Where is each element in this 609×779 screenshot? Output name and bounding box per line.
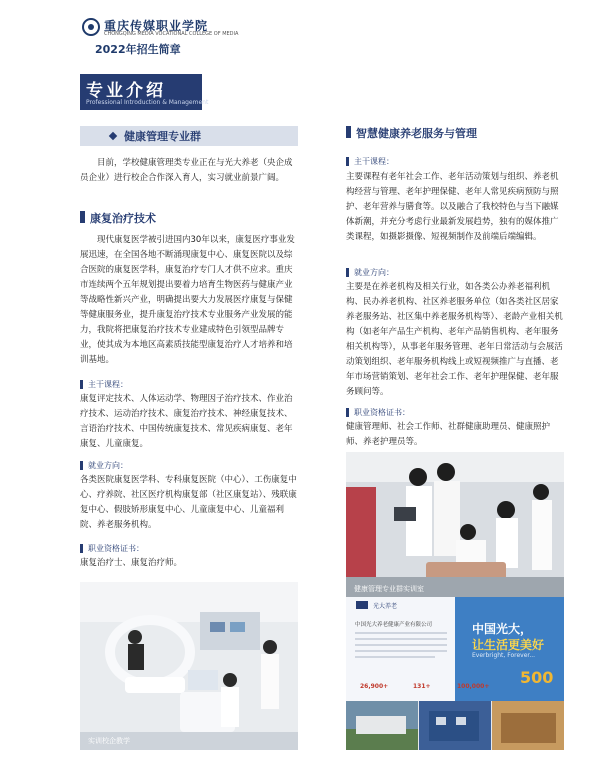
school-name-en: CHONGQING MEDIA VOCATIONAL COLLEGE OF MEDIA — [104, 31, 239, 37]
rehab-cert-label: 职业资格证书： — [88, 544, 144, 553]
partner-headline-1: 中国光大， — [472, 622, 533, 636]
elderly-courses-label: 主干课程： — [354, 157, 394, 166]
partner-slogan: Everbright, Forever... — [472, 652, 536, 659]
rehab-training-photo — [80, 582, 298, 750]
ad-text-line — [355, 632, 447, 634]
partner-stat-1: 26,900+ — [360, 683, 389, 690]
group-title: 健康管理专业群 — [124, 130, 201, 143]
banner-subtitle: Professional Introduction & Management — [86, 99, 209, 106]
rehab-career: 各类医院康复医学科、专科康复医院（中心）、工伤康复中心、疗养院、社区医疗机构康复部（社区康复站）、残联康复中心、假肢矫形康复中心、儿童康复中心、儿童福利院、养老服务机构。 — [80, 475, 297, 530]
subheading-bar — [80, 380, 83, 389]
partner-stat-2: 131+ — [413, 683, 431, 690]
rehab-courses: 康复评定技术、人体运动学、物理因子治疗技术、作业治疗技术、运动治疗技术、康复治疗技术、神经康复技术、言语治疗技术、中国传统康复技术、常见疾病康复、老年康复、儿童康复。 — [80, 394, 293, 449]
partner-stat-3: 100,000+ — [457, 683, 490, 690]
partner-brand: 光大养老 — [373, 603, 398, 610]
subheading-bar — [346, 408, 349, 417]
partner-year-mark: 500 — [520, 668, 554, 687]
major-title-elderly: 智慧健康养老服务与管理 — [356, 127, 477, 140]
banner-title: 专业介绍 — [86, 81, 166, 101]
ad-text-line — [355, 638, 447, 640]
school-name: 重庆传媒职业学院 — [104, 19, 209, 33]
elderly-courses: 主要课程有老年社会工作、老年活动策划与组织、养老机构经营与管理、老年护理保健、老年人常见疾病预防与照护、老年营养与膳食等。以及融合了我校特色与当下融媒体新潮，并充分考虑行业最新发展趋势，独有的媒体推广类课程，如摄影摄像、短视频制作及前端后端编辑。 — [346, 172, 559, 242]
ad-text-line — [355, 644, 447, 646]
group-intro: 目前，学校健康管理类专业正在与光大养老（央企成员企业）进行校企合作深入育人，实习就业前景广阔。 — [80, 158, 293, 183]
partner-company: 中国光大养老健康产业有限公司 — [355, 622, 433, 628]
subheading-bar — [80, 461, 83, 470]
heading-bar — [80, 211, 85, 223]
elderly-career-label: 就业方向： — [354, 268, 394, 277]
rehab-cert: 康复治疗士、康复治疗师。 — [80, 558, 183, 568]
rehab-career-label: 就业方向： — [88, 461, 128, 470]
partner-facility-photos — [346, 701, 564, 750]
everbright-logo-icon — [356, 601, 368, 609]
brochure-title: 2022年招生简章 — [95, 43, 181, 56]
subheading-bar — [346, 157, 349, 166]
ad-text-line — [355, 656, 435, 658]
major-title-rehab: 康复治疗技术 — [90, 212, 156, 225]
elderly-career: 主要是在养老机构及相关行业，如各类公办养老福利机构、民办养老机构、社区养老服务单位（如各类社区居家养老服务站、社区集中养老服务机构等）、老龄产业相关机构（如老年产品生产机构、老年产品销售机构、老年服务相关机构等），从事老年服务管理、老年日常活动与会展活动策划组织、老年服务机构线上或短视频推广与直播、老年市场营销策划、老年社会工作、老年护理保健、老年服务顾问等。 — [346, 282, 563, 397]
partner-headline-2: 让生活更美好 — [472, 638, 545, 652]
rehab-photo-caption: 实训校企教学 — [88, 737, 130, 745]
elderly-cert-label: 职业资格证书： — [354, 408, 410, 417]
elderly-photo-caption: 健康管理专业群实训室 — [354, 585, 424, 593]
school-logo-icon — [82, 18, 100, 36]
elderly-training-photo — [346, 452, 564, 597]
subheading-bar — [346, 268, 349, 277]
ad-text-line — [355, 650, 447, 652]
heading-bar — [346, 126, 351, 138]
rehab-intro: 现代康复医学被引进国内30年以来，康复医疗事业发展迅速，在全国各地不断涌现康复中心、康复医院以及综合医院的康复医学科，康复治疗专门人才供不应求。重庆市连续两个五年规划提出要着力培育生物医药与健康产业等战略性新兴产业，明确提出要大力发展医疗康复与保健等健康服务业，提升康复治疗技术专业服务产业发展的能力，我院将把康复治疗技术专业建成特色引领型品牌专业，使其成为本地区高素质技能型康复治疗人才培养和培训基地。 — [80, 235, 295, 365]
rehab-courses-label: 主干课程： — [88, 380, 128, 389]
elderly-cert: 健康管理师、社会工作师、社群健康助理员、健康照护师、养老护理员等。 — [346, 422, 551, 447]
subheading-bar — [80, 544, 83, 553]
